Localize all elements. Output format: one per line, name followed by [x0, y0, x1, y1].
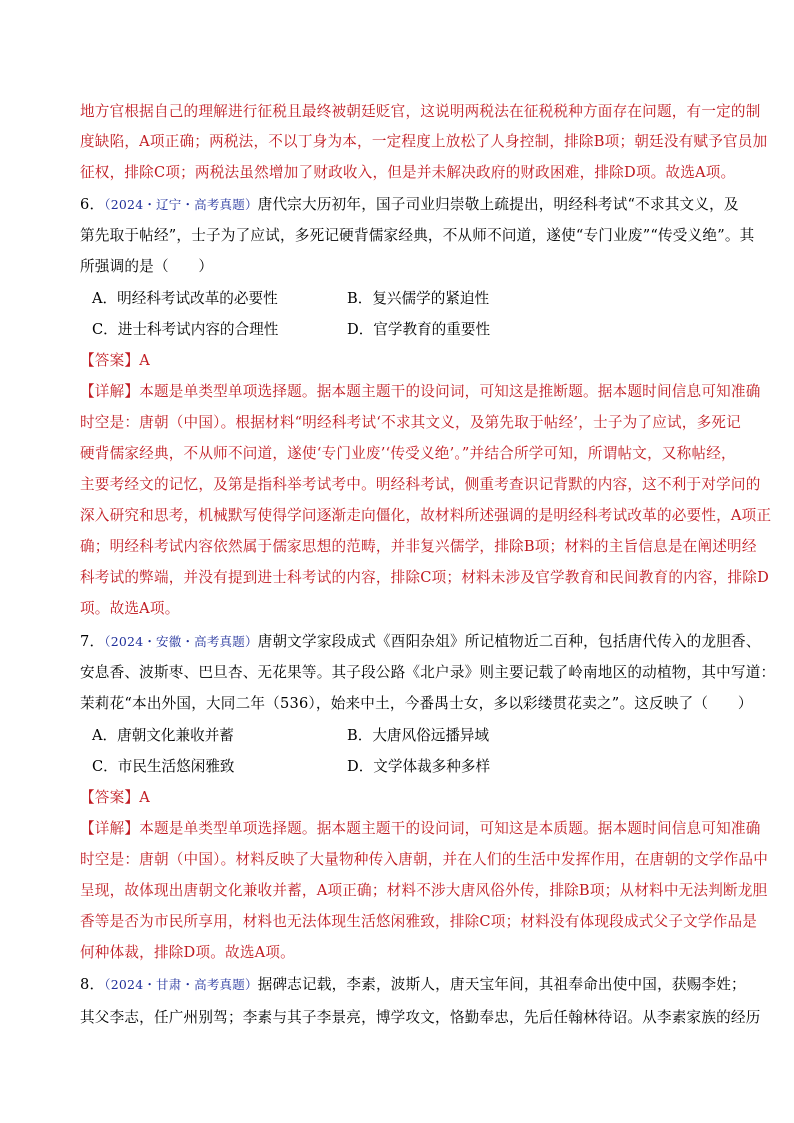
question-8-stem-line1 — [80, 974, 746, 996]
intro-line: 度缺陷，A项正确；两税法，不以丁身为本，一定程度上放松了人身控制，排除B项；朝廷没有赋予官员加 — [80, 133, 768, 150]
detail-text: 本题是单类型单项选择题。据本题主题干的设问词，可知这是本质题。据本题时间信息可知准确 — [139, 820, 761, 837]
option-d: D．文学体裁多种多样 — [347, 758, 491, 775]
question-stem: 唐代宗大历初年，国子司业归崇敬上疏提出，明经科考试“不求其文义，及 — [257, 196, 739, 213]
detail-line: 香等是否为市民所享用，材料也无法体现生活悠闲雅致，排除C项；材料没有体现段成式父子文学作品是 — [80, 913, 758, 930]
detail-line: 时空是：唐朝（中国）。根据材料“明经科考试‘不求其文义，及第先取于帖经’，士子为了应试，多死记 — [80, 414, 741, 431]
detail-line: 确；明经科考试内容依然属于儒家思想的范畴，并非复兴儒学，排除B项；材料的主旨信息是在阐述明经 — [80, 538, 757, 555]
question-source: （2024・辽宁・高考真题） — [104, 197, 258, 212]
option-b: B．大唐风俗远播异域 — [347, 727, 490, 744]
detail-line: 硬背儒家经典，不从师不问道，遂使‘专门业废’‘传受义绝’。”并结合所学可知，所谓帖文，又称帖经， — [80, 445, 736, 462]
question-8-stem-line: 其父李志，任广州别驾；李素与其子李景亮，博学攻文，恪勤奉忠，先后任翰林待诏。从李素家族的经历 — [80, 1009, 761, 1026]
question-number: 8． — [80, 976, 105, 993]
question-source: （2024・安徽・高考真题） — [104, 634, 258, 649]
detail-line — [80, 818, 761, 840]
detail-line: 何种体裁，排除D项。故选A项。 — [80, 944, 295, 961]
question-source: （2024・甘肃・高考真题） — [104, 977, 258, 992]
detail-line: 科考试的弊端，并没有提到进士科考试的内容，排除C项；材料未涉及官学教育和民间教育的内容，排除D — [80, 569, 769, 586]
detail-text: 本题是单类型单项选择题。据本题主题干的设问词，可知这是推断题。据本题时间信息可知准确 — [139, 383, 761, 400]
option-c: C．市民生活悠闲雅致 — [92, 758, 235, 775]
answer-line — [80, 350, 740, 372]
detail-line: 深入研究和思考，机械默写使得学问逐渐走向僵化，故材料所述强调的是明经科考试改革的必要性，A项正 — [80, 507, 772, 524]
answer-label: 【答案】 — [80, 352, 140, 369]
question-7-stem-line: 安息香、波斯枣、巴旦杏、无花果等。其子段公路《北户录》则主要记载了岭南地区的动植物，其中写道： — [80, 664, 776, 681]
question-number: 7． — [80, 633, 105, 650]
detail-label: 【详解】 — [80, 820, 140, 837]
detail-line: 主要考经文的记忆，及第是指科举考试考中。明经科考试，侧重考查识记背默的内容，这不利于对学问的 — [80, 476, 761, 493]
detail-line: 呈现，故体现出唐朝文化兼收并蓄，A项正确；材料不涉大唐风俗外传，排除B项；从材料中无法判断龙胆 — [80, 882, 768, 899]
option-a: A．明经科考试改革的必要性 — [92, 290, 278, 307]
answer-line — [80, 787, 740, 809]
question-6-stem-line: 所强调的是（ ） — [80, 258, 214, 275]
question-7-stem-line: 茉莉花“本出外国，大同二年（536），始来中土，今番禺士女，多以彩缕贯花卖之”。这反映了（ ） — [80, 695, 753, 712]
question-6-stem-line: 第先取于帖经”，士子为了应试，多死记硬背儒家经典，不从师不问道，遂使“专门业废”“传受义绝”。其 — [80, 227, 755, 244]
option-c: C．进士科考试内容的合理性 — [92, 321, 279, 338]
question-7-stem-line1 — [80, 631, 761, 653]
intro-line: 征权，排除C项；两税法虽然增加了财政收入，但是并未解决政府的财政困难，排除D项。故选A项。 — [80, 164, 736, 181]
question-stem: 唐朝文学家段成式《酉阳杂俎》所记植物近二百种，包括唐代传入的龙胆香、 — [257, 633, 761, 650]
option-b: B．复兴儒学的紧迫性 — [347, 290, 490, 307]
detail-line: 时空是：唐朝（中国）。材料反映了大量物种传入唐朝，并在人们的生活中发挥作用，在唐朝的文学作品中 — [80, 851, 769, 868]
detail-line: 项。故选A项。 — [80, 600, 180, 617]
question-number: 6． — [80, 196, 105, 213]
question-stem: 据碑志记载，李素，波斯人，唐天宝年间，其祖奉命出使中国，获赐李姓； — [257, 976, 746, 993]
answer-value: A — [139, 352, 150, 369]
option-d: D．官学教育的重要性 — [347, 321, 491, 338]
intro-line: 地方官根据自己的理解进行征税且最终被朝廷贬官，这说明两税法在征税税种方面存在问题，有一定的制 — [80, 103, 761, 120]
option-a: A．唐朝文化兼收并蓄 — [92, 727, 234, 744]
detail-label: 【详解】 — [80, 383, 140, 400]
question-6-stem-line1 — [80, 194, 740, 216]
answer-label: 【答案】 — [80, 789, 140, 806]
answer-value: A — [139, 789, 150, 806]
detail-line — [80, 381, 761, 403]
